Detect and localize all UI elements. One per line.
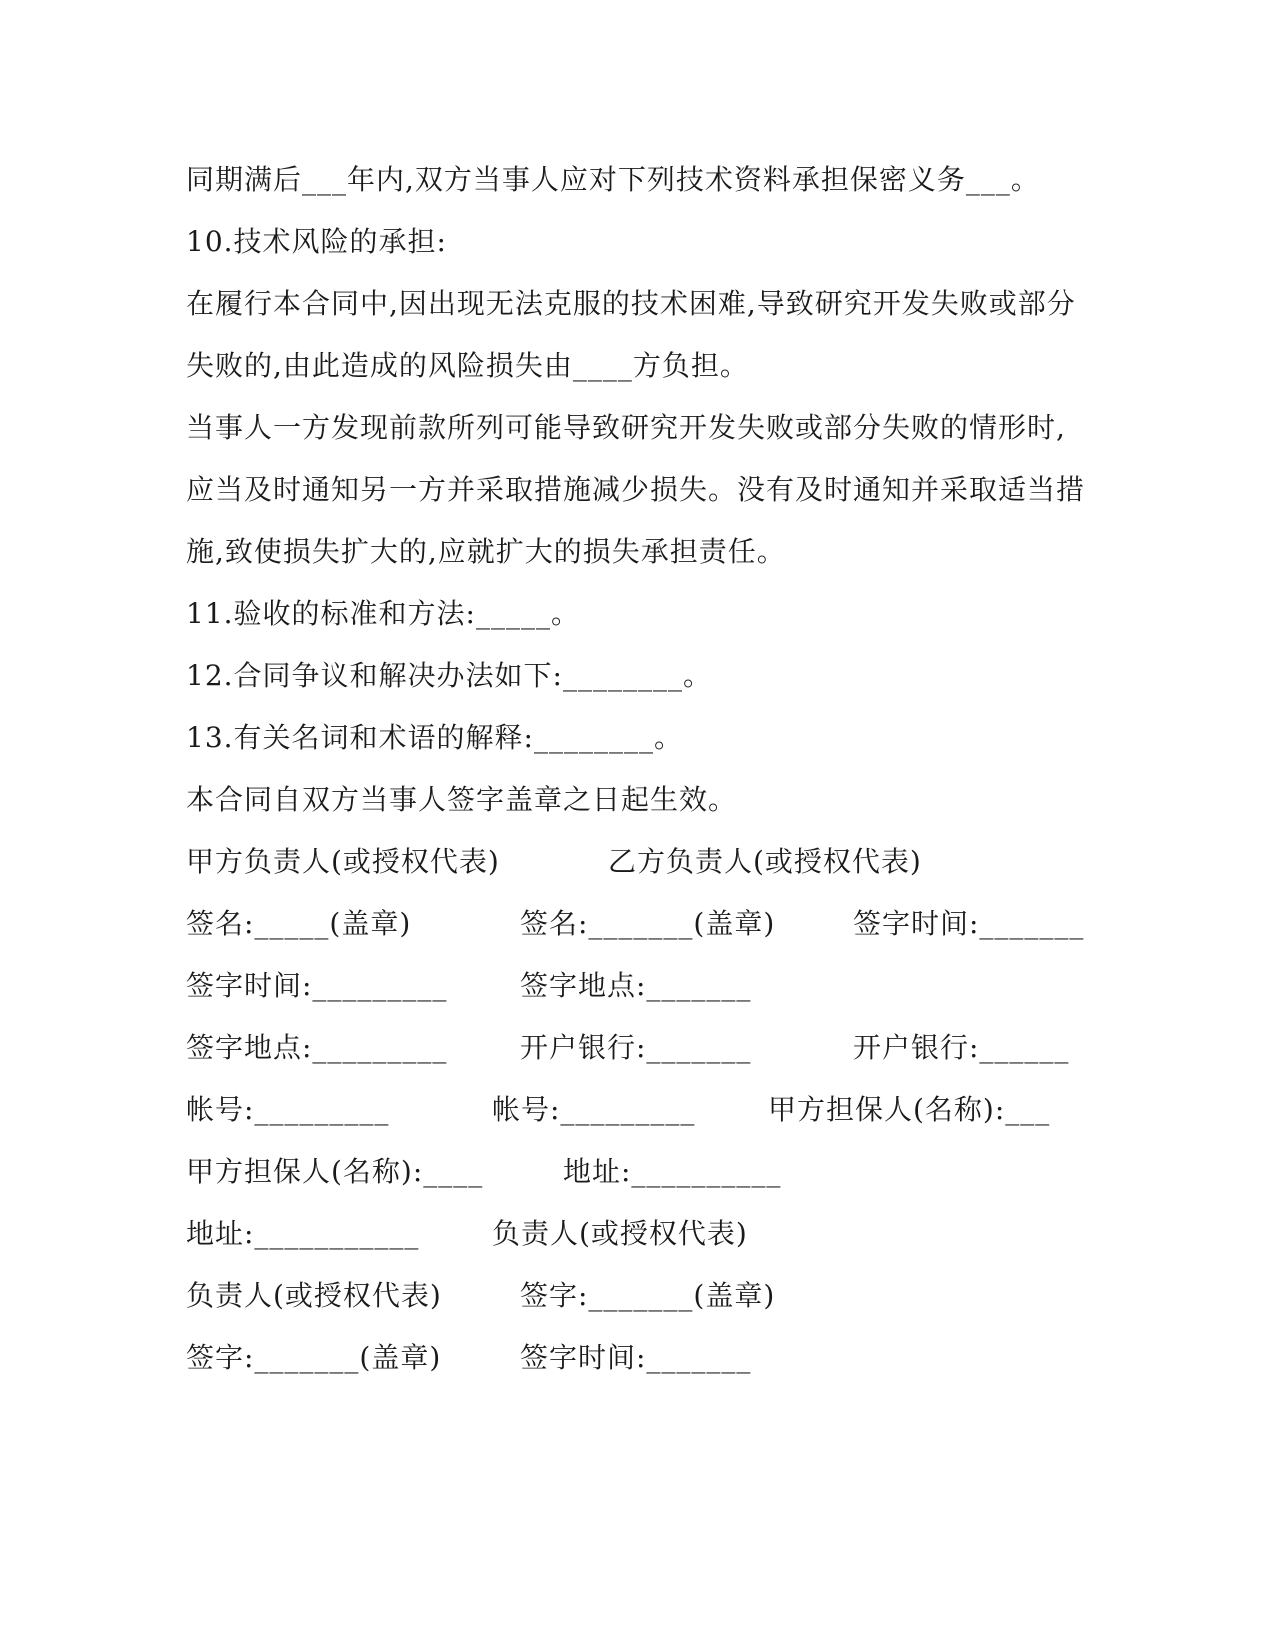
representative-label: 负责人(或授权代表) (186, 1279, 442, 1312)
party-a-account-field: 帐号:_________ (186, 1093, 390, 1126)
signing-time-field: 签字时间:_______ (853, 907, 1085, 940)
party-a-signing-time-field: 签字时间:_________ (186, 969, 448, 1002)
section-11-acceptance: 11.验收的标准和方法:_____。 (186, 597, 580, 630)
representative-signature-field: 签字:_______(盖章) (186, 1341, 442, 1374)
party-a-guarantor-name-field: 甲方担保人(名称):____ (186, 1155, 484, 1188)
address-field: 地址:___________ (186, 1217, 420, 1250)
party-b-account-field: 帐号:_________ (492, 1093, 696, 1126)
section-10-heading: 10.技术风险的承担: (186, 225, 447, 258)
party-b-bank-field: 开户银行:_______ (520, 1031, 752, 1064)
paragraph-notice-line-3: 施,致使损失扩大的,应就扩大的损失承担责任。 (186, 535, 786, 568)
effective-clause: 本合同自双方当事人签字盖章之日起生效。 (186, 783, 738, 816)
party-a-signing-place-field: 签字地点:_________ (186, 1031, 448, 1064)
section-12-disputes: 12.合同争议和解决办法如下:________。 (186, 659, 712, 692)
paragraph-notice-line-2: 应当及时通知另一方并采取措施减少损失。没有及时通知并采取适当措 (186, 473, 1086, 506)
party-a-signature-field: 签名:_____(盖章) (186, 907, 412, 940)
party-b-signing-place-field: 签字地点:_______ (520, 969, 752, 1002)
guarantor-address-field: 地址:__________ (563, 1155, 782, 1188)
party-b-representative-label: 乙方负责人(或授权代表) (608, 845, 922, 878)
paragraph-risk-line-2: 失败的,由此造成的风险损失由____方负担。 (186, 349, 749, 382)
party-b-signature-field: 签名:_______(盖章) (520, 907, 776, 940)
party-a-representative-label: 甲方负责人(或授权代表) (186, 845, 500, 878)
guarantor-representative-label: 负责人(或授权代表) (492, 1217, 748, 1250)
guarantor-signature-field: 签字:_______(盖章) (520, 1279, 776, 1312)
guarantor-signing-time-field: 签字时间:_______ (520, 1341, 752, 1374)
section-13-terms: 13.有关名词和术语的解释:________。 (186, 721, 683, 754)
paragraph-notice-line-1: 当事人一方发现前款所列可能导致研究开发失败或部分失败的情形时, (186, 411, 1066, 444)
bank-field: 开户银行:______ (853, 1031, 1070, 1064)
paragraph-confidentiality: 同期满后___年内,双方当事人应对下列技术资料承担保密义务___。 (186, 163, 1040, 196)
guarantor-name-field: 甲方担保人(名称):___ (768, 1093, 1051, 1126)
paragraph-risk-line-1: 在履行本合同中,因出现无法克服的技术困难,导致研究开发失败或部分 (186, 287, 1076, 320)
